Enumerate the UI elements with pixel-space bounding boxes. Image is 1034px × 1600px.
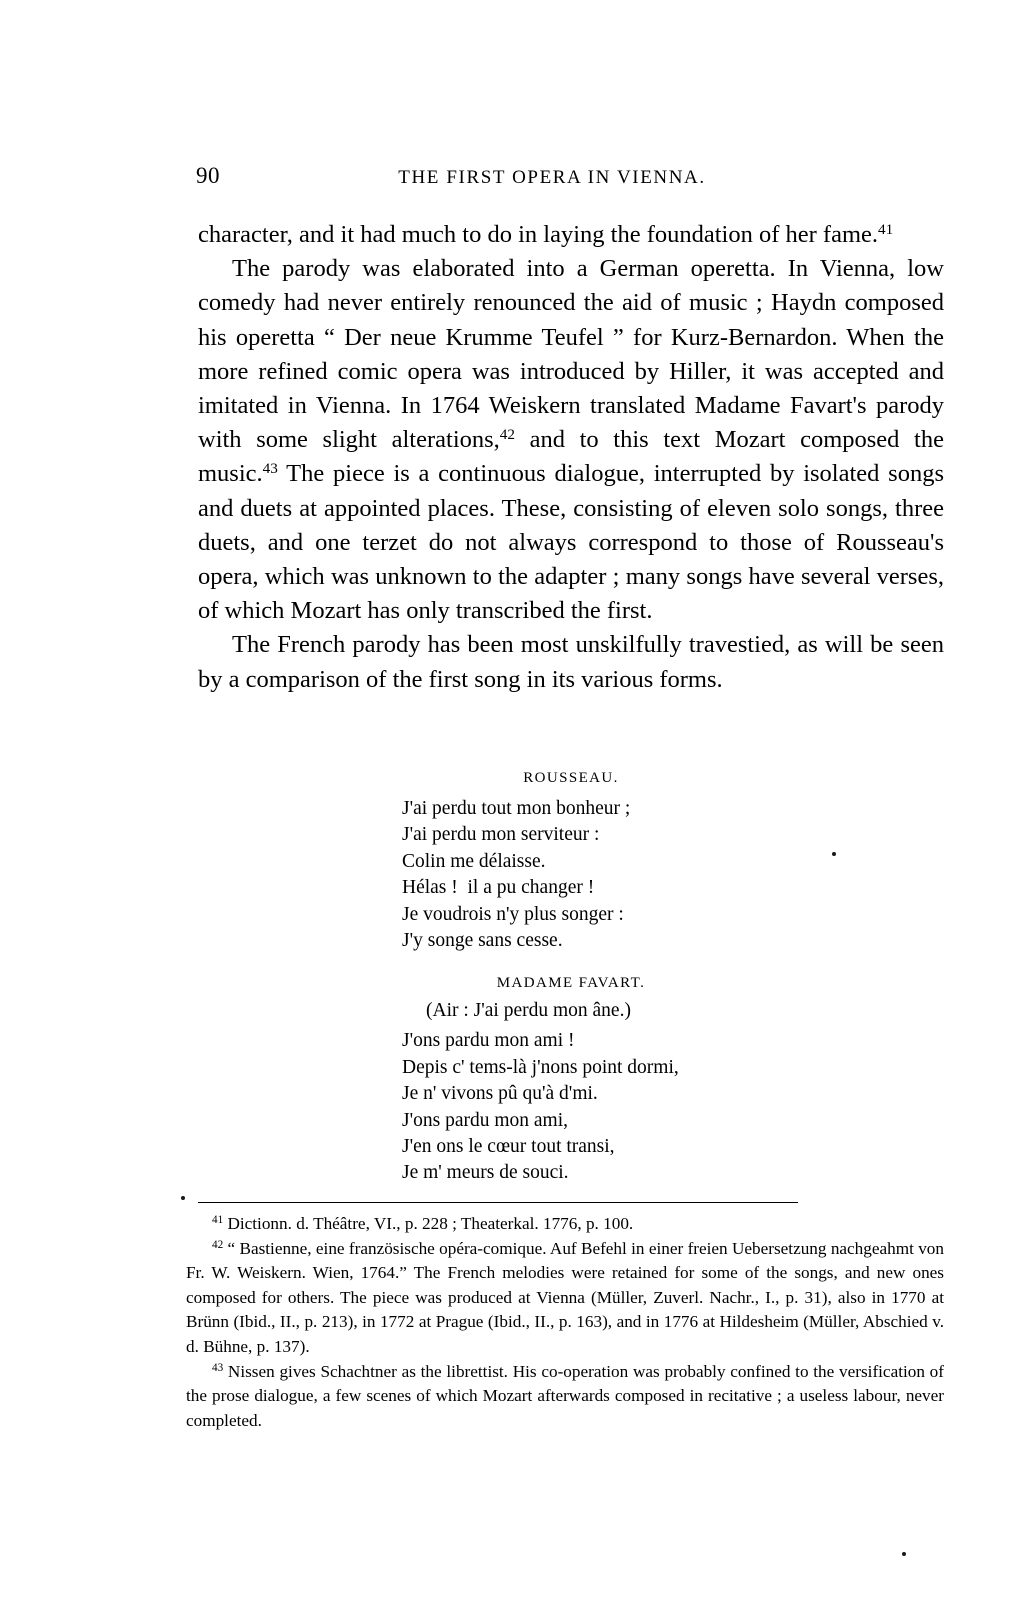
verse-line: Hélas ! il a pu changer !	[402, 877, 595, 899]
footnote-number-42: 42	[212, 1238, 224, 1251]
running-title: THE FIRST OPERA IN VIENNA.	[398, 167, 706, 188]
verse-block-madame-favart	[198, 975, 944, 1187]
footnote-number-41: 41	[212, 1213, 224, 1226]
verse-line: Je m' meurs de souci.	[402, 1162, 569, 1184]
paragraph-2	[198, 252, 944, 628]
footnote-ref-43[interactable]: 43	[262, 460, 278, 478]
verse-line: J'ons pardu mon ami !	[402, 1030, 575, 1052]
verse-lines-rousseau	[198, 796, 944, 954]
verse-line: J'en ons le cœur tout transi,	[402, 1136, 615, 1158]
footnote-42-text: “ Bastienne, eine französische opéra-comique. Auf Befehl in einer freien Uebersetzung nachgeahmt von Fr. W. Weiskern. Wien, 1764.” The French melodies were retained for some of the songs, and new ones composed for others. The piece was produced at Vienna (Müller, Zuverl. Nachr., I., p. 31), also in 1770 at Brünn (Ibid., II., p. 213), in 1772 at Prague (Ibid., II., p. 163), and in 1776 at Hildesheim (Müller, Abschied v. d. Bühne, p. 137).	[186, 1238, 944, 1356]
verse-lines-madame-favart	[198, 1028, 944, 1186]
verse-line: Depis c' tems-là j'nons point dormi,	[402, 1056, 679, 1078]
paragraph-3: The French parody has been most unskilfully travestied, as will be seen by a comparison of the first song in its various forms.	[198, 631, 944, 693]
running-head	[196, 163, 944, 189]
page-number: 90	[196, 163, 220, 188]
paragraph-2-text-c: The piece is a continuous dialogue, interrupted by isolated songs and duets at appointed places. These, consisting of eleven solo songs, three duets, and one terzet do not always correspond to those of Rousseau's opera, which was unknown to the adapter ; many songs have several verses, of which Mozart has only transcribed the first.	[198, 460, 944, 625]
verse-block-rousseau	[198, 770, 944, 954]
verse-heading-madame-favart: MADAME FAVART.	[496, 975, 646, 991]
verse-line: J'ai perdu tout mon bonheur ;	[402, 798, 631, 819]
verse-air-line: (Air : J'ai perdu mon âne.)	[426, 1000, 631, 1021]
paragraph-2-text-a: The parody was elaborated into a German operetta. In Vienna, low comedy had never entirely renounced the aid of music ; Haydn composed his operetta “ Der neue Krumme Teufel ” for Kurz-Bernardon. When the more refined comic opera was introduced by Hiller, it was accepted and imitated in Vienna. In 1764 Weiskern translated Madame Favart's parody with some slight alterations,	[198, 255, 944, 454]
verse-line: Colin me délaisse.	[402, 850, 546, 872]
paragraph-1	[198, 218, 944, 252]
verse-line: J'ai perdu mon serviteur :	[402, 824, 600, 846]
footnotes	[186, 1212, 944, 1433]
footnote-ref-42[interactable]: 42	[499, 426, 515, 444]
scan-artifact-dot	[832, 852, 836, 856]
body-text	[198, 218, 944, 697]
footnote-41-text: Dictionn. d. Théâtre, VI., p. 228 ; Theaterkal. 1776, p. 100.	[223, 1214, 634, 1233]
verse-line: Je voudrois n'y plus songer :	[402, 903, 624, 925]
footnote-41	[186, 1212, 944, 1237]
footnote-43	[186, 1360, 944, 1434]
paragraph-1-text: character, and it had much to do in laying the foundation of her fame.	[198, 221, 879, 248]
footnote-number-43: 43	[212, 1361, 224, 1374]
verse-heading-rousseau: ROUSSEAU.	[523, 770, 619, 786]
footnote-separator-rule	[198, 1202, 798, 1203]
paragraph-2-text-b: and to this text Mozart composed the music.	[198, 426, 944, 488]
verse-line: Je n' vivons pû qu'à d'mi.	[402, 1083, 598, 1105]
verse-line: J'ons pardu mon ami,	[402, 1109, 568, 1131]
footnote-43-text: Nissen gives Schachtner as the librettist. His co-operation was probably confined to the versification of the prose dialogue, a few scenes of which Mozart afterwards composed in recitative ; a useless labour, never completed.	[186, 1361, 944, 1430]
footnote-42	[186, 1237, 944, 1360]
footnote-ref-41[interactable]: 41	[878, 221, 894, 239]
scan-artifact-dot	[902, 1552, 906, 1556]
scan-artifact-dot	[181, 1196, 185, 1200]
verse-line: J'y songe sans cesse.	[402, 930, 563, 952]
